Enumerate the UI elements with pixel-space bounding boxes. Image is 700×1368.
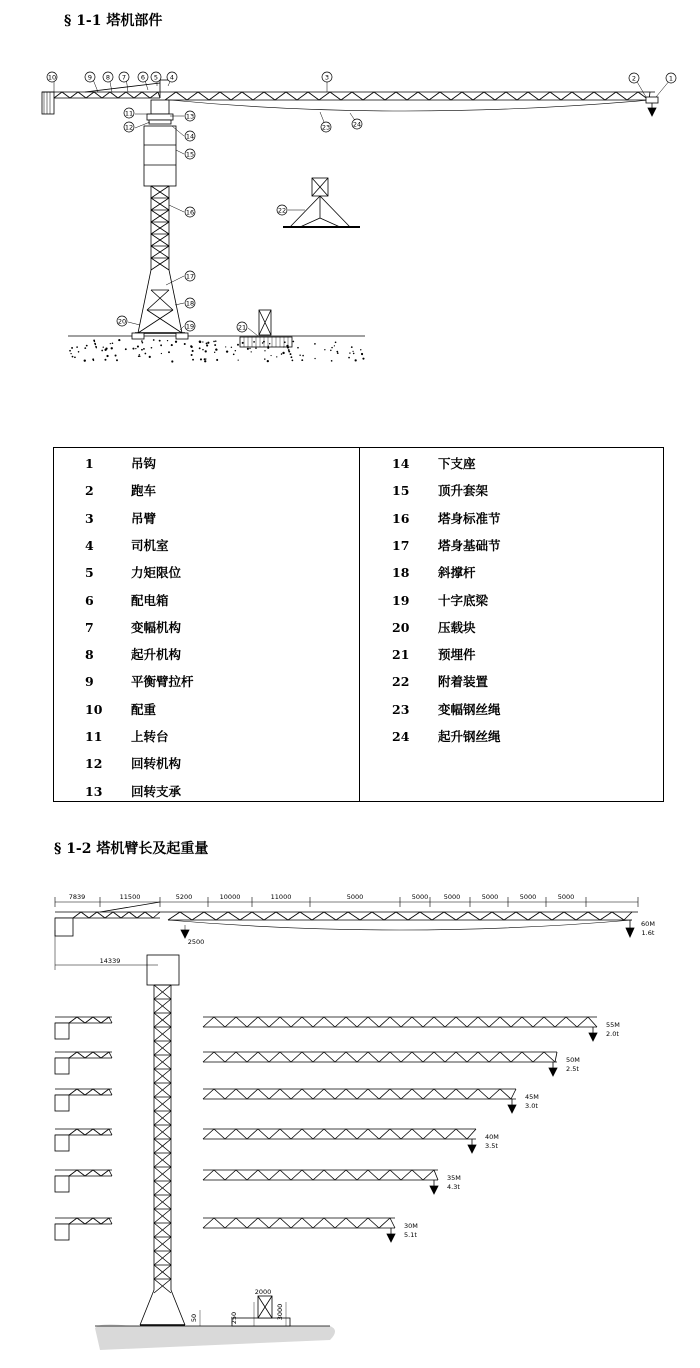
jib-load-label: 5.1t <box>404 1231 417 1239</box>
svg-text:17: 17 <box>185 272 195 281</box>
svg-text:3: 3 <box>324 73 330 82</box>
jib-length-label: 45M <box>525 1093 539 1101</box>
legend-name: 吊钩 <box>131 456 157 471</box>
legend-name: 变幅钢丝绳 <box>438 701 501 717</box>
dimension-2500: 2500 <box>187 938 205 946</box>
legend-name: 塔身标准节 <box>438 510 501 526</box>
base-dimension-label: 50 <box>190 1313 198 1323</box>
callout-10 <box>47 72 57 82</box>
alternate-jib-1 <box>55 1017 597 1041</box>
callout-5 <box>151 72 161 82</box>
legend-name: 回转支承 <box>131 783 182 799</box>
legend-number: 15 <box>392 483 410 499</box>
legend-name: 上转台 <box>131 729 169 744</box>
callout-2 <box>629 73 639 83</box>
legend-number: 14 <box>392 456 410 471</box>
dimension-label: 7839 <box>68 893 86 901</box>
dimension-label: 5000 <box>443 893 461 901</box>
legend-number: 9 <box>85 674 94 690</box>
legend-name: 司机室 <box>131 537 169 553</box>
legend-name: 起升钢丝绳 <box>438 729 501 744</box>
legend-number: 5 <box>85 565 94 581</box>
callout-3 <box>322 72 332 82</box>
jib-length-label: 30M <box>404 1222 418 1230</box>
jib-load-label: 2.0t <box>606 1030 619 1038</box>
svg-text:16: 16 <box>185 208 195 217</box>
dimension-label: 5000 <box>481 893 499 901</box>
jib-length-label: 55M <box>606 1021 620 1029</box>
section-title-components: § 1-1 塔机部件 <box>64 13 163 29</box>
jib-load-label: 2.5t <box>566 1065 579 1073</box>
svg-text:6: 6 <box>140 73 146 82</box>
svg-text:1: 1 <box>668 74 674 83</box>
legend-name: 附着装置 <box>438 674 489 690</box>
dimension-label: 5000 <box>411 893 429 901</box>
jib-length-label: 35M <box>447 1174 461 1182</box>
svg-text:13: 13 <box>185 112 195 121</box>
legend-name: 吊臂 <box>131 510 157 526</box>
legend-number: 6 <box>85 592 94 608</box>
jib-length-load-diagram <box>0 880 700 1368</box>
legend-name: 预埋件 <box>438 647 476 663</box>
legend-name: 平衡臂拉杆 <box>131 674 194 690</box>
callout-8 <box>103 72 113 82</box>
legend-divider <box>359 448 360 801</box>
callout-18 <box>185 298 195 308</box>
dimension-label: 5000 <box>346 893 364 901</box>
alternate-jib-4 <box>55 1129 476 1153</box>
svg-text:4: 4 <box>169 73 175 82</box>
callout-17 <box>185 271 195 281</box>
legend-number: 8 <box>85 647 94 663</box>
legend-name: 下支座 <box>438 456 476 471</box>
svg-text:5: 5 <box>153 73 159 82</box>
legend-name: 跑车 <box>131 483 157 499</box>
legend-number: 20 <box>392 619 410 635</box>
svg-text:23: 23 <box>321 123 331 132</box>
legend-number: 10 <box>85 701 103 717</box>
legend-number: 19 <box>392 592 410 608</box>
legend-number: 13 <box>85 783 103 799</box>
legend-name: 顶升套架 <box>438 483 489 499</box>
jib-load-label: 3.0t <box>525 1102 538 1110</box>
alternate-jib-3 <box>55 1089 516 1113</box>
svg-text:15: 15 <box>185 150 195 159</box>
callout-24 <box>352 119 362 129</box>
svg-text:20: 20 <box>117 317 127 326</box>
callout-15 <box>185 149 195 159</box>
legend-name: 变幅机构 <box>131 619 182 635</box>
legend-name: 起升机构 <box>131 647 182 663</box>
svg-text:19: 19 <box>185 322 195 331</box>
legend-name: 回转机构 <box>131 756 182 772</box>
crane-components-diagram <box>0 55 700 370</box>
legend-name: 斜撑杆 <box>438 565 476 581</box>
callout-21 <box>237 322 247 332</box>
svg-text:11: 11 <box>124 109 134 118</box>
legend-number: 7 <box>85 619 94 635</box>
legend-name: 配电箱 <box>131 592 169 608</box>
legend-name: 十字底梁 <box>438 592 489 608</box>
callout-1 <box>666 73 676 83</box>
alternate-jib-2 <box>55 1052 557 1076</box>
alternate-jib-6 <box>55 1218 395 1242</box>
legend-number: 16 <box>392 510 410 526</box>
legend-number: 1 <box>85 456 94 471</box>
jib-length-label: 50M <box>566 1056 580 1064</box>
callout-16 <box>185 207 195 217</box>
legend-number: 12 <box>85 756 103 772</box>
dimension-label: 11500 <box>119 893 141 901</box>
callout-6 <box>138 72 148 82</box>
jib-load-label: 1.6t <box>641 929 655 937</box>
callout-14 <box>185 131 195 141</box>
alternate-jib-5 <box>55 1170 438 1194</box>
svg-text:21: 21 <box>237 323 247 332</box>
svg-text:2: 2 <box>631 74 637 83</box>
callout-7 <box>119 72 129 82</box>
callout-4 <box>167 72 177 82</box>
base-dimension-label: 3000 <box>276 1303 284 1321</box>
legend-name: 力矩限位 <box>131 565 182 581</box>
legend-number: 17 <box>392 537 410 553</box>
callout-9 <box>85 72 95 82</box>
legend-name: 配重 <box>131 701 157 717</box>
svg-text:8: 8 <box>105 73 111 82</box>
legend-name: 塔身基础节 <box>438 537 501 553</box>
legend-number: 2 <box>85 483 94 499</box>
jib-length-label: 40M <box>485 1133 499 1141</box>
dimension-14339: 14339 <box>99 957 121 965</box>
legend-number: 18 <box>392 565 410 581</box>
callout-13 <box>185 111 195 121</box>
svg-text:12: 12 <box>124 123 134 132</box>
legend-number: 22 <box>392 674 410 690</box>
callout-20 <box>117 316 127 326</box>
legend-number: 21 <box>392 647 410 663</box>
dimension-label: 11000 <box>270 893 292 901</box>
legend-name: 压载块 <box>438 619 476 635</box>
jib-load-label: 3.5t <box>485 1142 498 1150</box>
svg-text:24: 24 <box>352 120 362 129</box>
legend-number: 11 <box>85 729 103 744</box>
svg-text:10: 10 <box>47 73 57 82</box>
callout-12 <box>124 122 134 132</box>
jib-load-label: 4.3t <box>447 1183 460 1191</box>
callout-11 <box>124 108 134 118</box>
svg-text:9: 9 <box>87 73 93 82</box>
base-dimension-label: 250 <box>230 1311 238 1325</box>
legend-number: 3 <box>85 510 94 526</box>
svg-text:18: 18 <box>185 299 195 308</box>
svg-text:14: 14 <box>185 132 195 141</box>
components-legend-table <box>53 447 664 802</box>
legend-number: 24 <box>392 729 410 744</box>
legend-number: 4 <box>85 537 94 553</box>
svg-text:7: 7 <box>121 73 127 82</box>
dimension-label: 5000 <box>519 893 537 901</box>
callout-22 <box>277 205 287 215</box>
jib-length-label: 60M <box>641 920 655 928</box>
dimension-label: 5000 <box>557 893 575 901</box>
svg-text:22: 22 <box>277 206 287 215</box>
callout-23 <box>321 122 331 132</box>
callout-19 <box>185 321 195 331</box>
section-title-jib-loads: § 1-2 塔机臂长及起重量 <box>54 841 209 857</box>
base-dimension-label: 2000 <box>254 1288 272 1296</box>
legend-number: 23 <box>392 701 410 717</box>
dimension-label: 5200 <box>175 893 193 901</box>
dimension-label: 10000 <box>219 893 241 901</box>
